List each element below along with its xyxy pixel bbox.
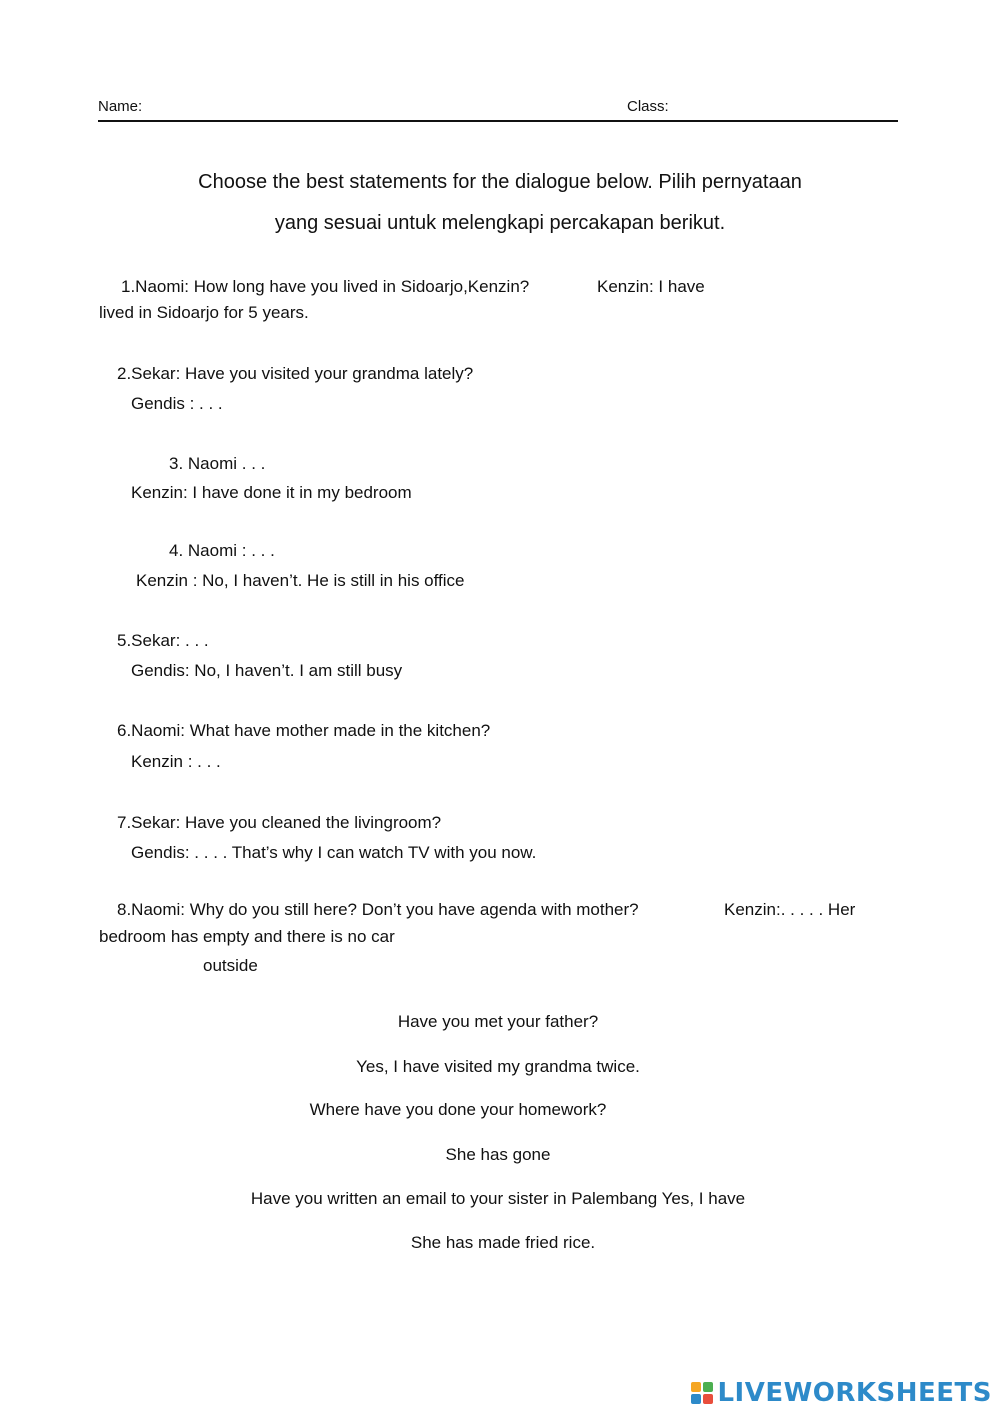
header-rule: [98, 120, 898, 122]
option-6[interactable]: She has made fried rice.: [410, 1233, 596, 1252]
name-label: Name:: [98, 98, 143, 115]
question-1-answer-cont: lived in Sidoarjo for 5 years.: [99, 303, 309, 322]
question-4-answer: Kenzin : No, I haven’t. He is still in his office: [136, 571, 465, 590]
question-7-prompt: 7.Sekar: Have you cleaned the livingroom?: [117, 813, 442, 832]
option-5[interactable]: Have you written an email to your sister in Palembang Yes, I have: [250, 1189, 746, 1208]
question-8-blank[interactable]: Kenzin:. . . . . Her: [724, 900, 856, 919]
class-label: Class:: [627, 98, 669, 115]
question-2-prompt: 2.Sekar: Have you visited your grandma lately?: [117, 364, 474, 383]
question-6-prompt: 6.Naomi: What have mother made in the kitchen?: [117, 721, 491, 740]
question-1-answer: Kenzin: I have: [597, 277, 705, 296]
question-3-answer: Kenzin: I have done it in my bedroom: [131, 483, 412, 502]
option-1[interactable]: Have you met your father?: [397, 1012, 599, 1031]
question-6-blank[interactable]: Kenzin : . . .: [131, 752, 221, 771]
option-2[interactable]: Yes, I have visited my grandma twice.: [356, 1057, 640, 1076]
liveworksheets-mark-icon: [691, 1382, 713, 1404]
question-7-blank[interactable]: Gendis: . . . . That’s why I can watch TV with you now.: [131, 843, 537, 862]
question-3-blank[interactable]: 3. Naomi . . .: [169, 454, 266, 473]
question-5-blank[interactable]: 5.Sekar: . . .: [117, 631, 209, 650]
question-5-answer: Gendis: No, I haven’t. I am still busy: [131, 661, 403, 680]
liveworksheets-logo: [691, 1378, 992, 1408]
question-8-answer-end: outside: [203, 956, 258, 975]
liveworksheets-wordmark: LIVEWORKSHEETS: [717, 1378, 992, 1408]
question-1-prompt: 1.Naomi: How long have you lived in Sidoarjo,Kenzin?: [121, 277, 530, 296]
question-8-prompt: 8.Naomi: Why do you still here? Don’t you have agenda with mother?: [117, 900, 639, 919]
question-4-blank[interactable]: 4. Naomi : . . .: [169, 541, 275, 560]
option-3[interactable]: Where have you done your homework?: [309, 1100, 607, 1119]
instruction-line-1: Choose the best statements for the dialogue below. Pilih pernyataan: [198, 171, 802, 193]
question-8-answer-cont: bedroom has empty and there is no car: [99, 927, 395, 946]
instruction-line-2: yang sesuai untuk melengkapi percakapan berikut.: [274, 212, 726, 234]
question-2-blank[interactable]: Gendis : . . .: [131, 394, 223, 413]
option-4[interactable]: She has gone: [445, 1145, 551, 1164]
